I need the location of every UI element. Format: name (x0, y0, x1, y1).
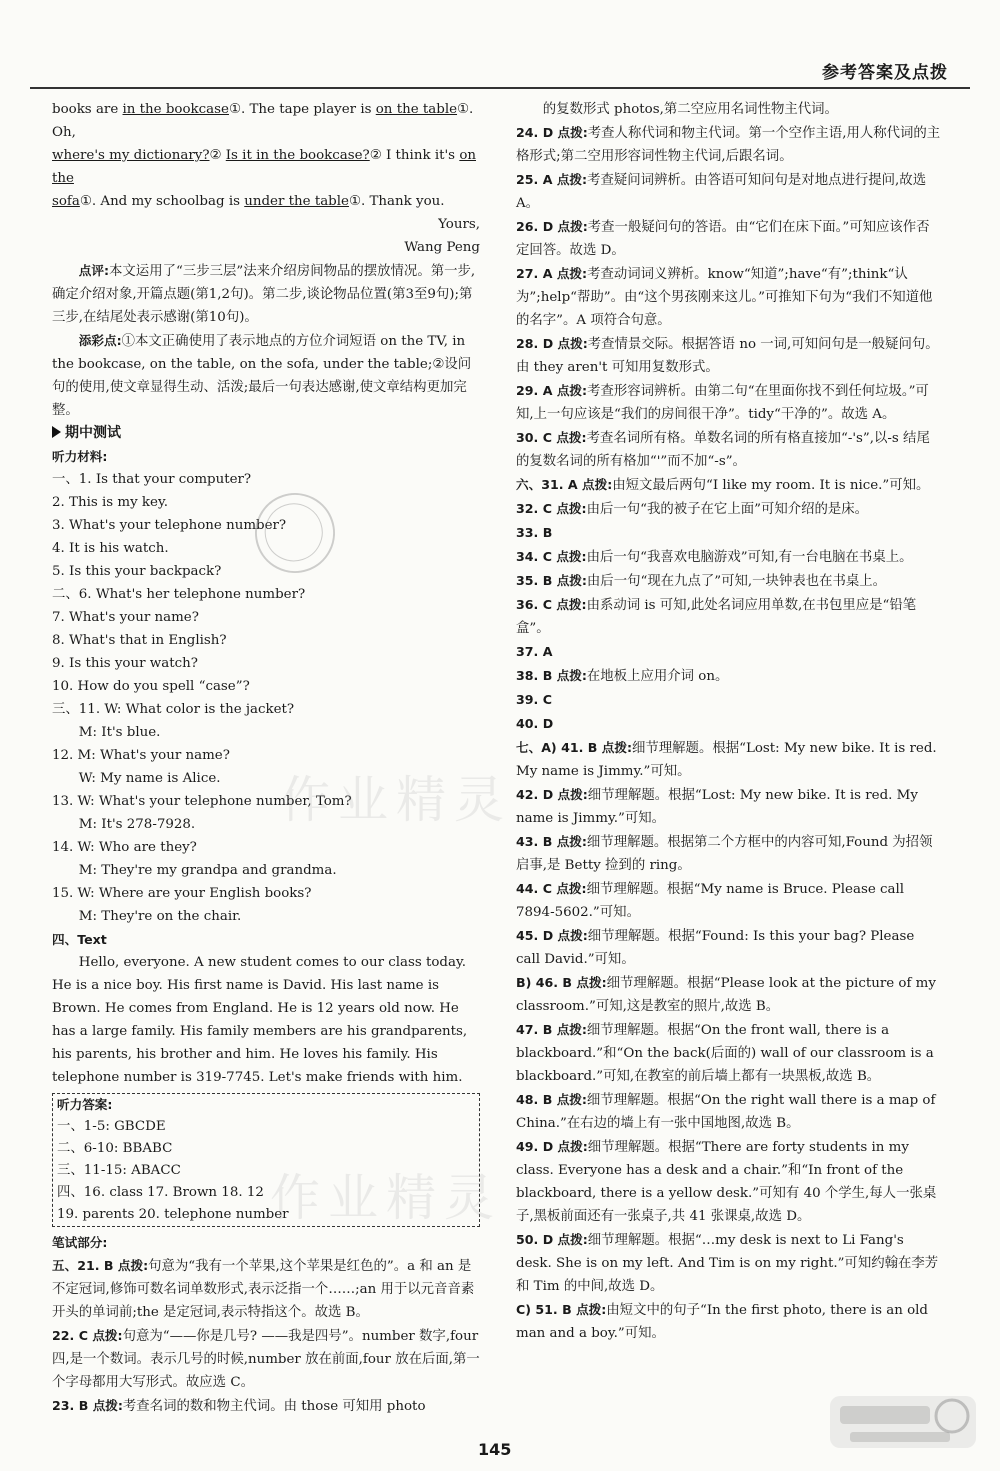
item-explanation: 考查疑问词辨析。由答语可知问句是对地点进行提问,故选 A。 (516, 173, 927, 211)
comment-paragraph (52, 259, 480, 329)
item-number: 48. B (516, 1092, 557, 1107)
item-number: C) 51. B (516, 1302, 577, 1317)
tip-label: 点拨: (557, 219, 588, 234)
item-explanation: 由短文中的句子“In the first photo, there is an old man and a boy.”可知。 (516, 1303, 928, 1341)
item-number: 47. B (516, 1022, 557, 1037)
listening-list (52, 468, 480, 698)
tip-label: 点拨: (556, 834, 587, 849)
essay-line (52, 144, 480, 190)
answer-item (516, 1135, 942, 1228)
tip-label: 点拨: (556, 1092, 587, 1107)
highlight-text: ①本文正确使用了表示地点的方位介词短语 on the TV, in the bookcase, on the table, on the sofa, under the table;②设问句的使用,使文章显得生动、活泼;最后一句表达感谢,使文章结构更加完整。 (52, 334, 472, 418)
dialogue-question: 12. M: What's your name? (52, 748, 230, 763)
text-label: 四、Text (52, 932, 107, 947)
tip-label: 点拨: (556, 501, 587, 516)
tip-label: 点拨: (556, 383, 588, 398)
continued-text: 的复数形式 photos,第二空应用名词性物主代词。 (542, 102, 838, 117)
item-explanation: 由后一句“我喜欢电脑游戏”可知,有一台电脑在书桌上。 (586, 550, 913, 565)
tip-label: 点拨: (557, 125, 588, 140)
listening-item: 5. Is this your backpack? (52, 564, 222, 579)
page-header (0, 0, 1000, 95)
tip-label: 点拨: (576, 975, 607, 990)
item-number: 35. B (516, 573, 557, 588)
tip-label: 点拨: (556, 172, 588, 187)
tip-label: 点拨: (582, 477, 613, 492)
watermark-middle: 作业精灵 (280, 771, 512, 829)
answer-item (52, 1394, 480, 1418)
answer-line: 二、6-10: BBABC (57, 1141, 173, 1156)
item-explanation: 考查形容词辨析。由第二句“在里面你找不到任何垃圾。”可知,上一句应该是“我们的房间很干净”。tidy“干净的”。故选 A。 (516, 384, 929, 422)
item-explanation: 由后一句“现在九点了”可知,一块钟表也在书桌上。 (586, 574, 887, 589)
listening-item: 4. It is his watch. (52, 541, 169, 556)
listening-item: 9. Is this your watch? (52, 656, 198, 671)
answer-item (516, 924, 942, 971)
underlined-phrase: Is it in the bookcase? (225, 148, 370, 163)
tip-label: 点拨: (601, 740, 632, 755)
item-number: 29. A (516, 383, 557, 398)
answer-item (516, 426, 942, 473)
answer-item (516, 569, 942, 593)
answer-item (516, 379, 942, 426)
item-number: 49. D (516, 1139, 558, 1154)
item-explanation: 细节理解题。根据“On the front wall, there is a blackboard.”和“On the back(后面的) wall of our classroom is a blackboard.”可知,在教室的前后墙上都有一块黑板,故选 B。 (516, 1023, 934, 1084)
tip-label: 点拨: (556, 881, 587, 896)
item-number: 32. C (516, 501, 557, 516)
item-number: 39. C (516, 692, 552, 707)
item-explanation: 句意为“——你是几号? ——我是四号”。number 数字,four 四,是一个数词。表示几号的时候,number 放在前面,four 放在后面,第一个字母都用大写形式。故应选 C。 (52, 1329, 480, 1390)
essay-line (52, 190, 480, 213)
tip-label: 点拨: (556, 430, 587, 445)
corner-logo (828, 1392, 978, 1452)
item-number: 28. D (516, 336, 558, 351)
item-explanation: 细节理解题。根据“There are forty students in my class. Everyone has a desk and a chair.”和“In front of the blackboard, there is a yellow desk.”可知有 40 个学生,每人一张桌子,黑板前面还有一张桌子,共 41 张课桌,故选 D。 (516, 1140, 937, 1224)
tip-label: 点拨: (557, 336, 588, 351)
essay-ending (52, 98, 480, 213)
comment-text: 本文运用了“三步三层”法来介绍房间物品的摆放情况。第一步,确定介绍对象,开篇点题(第1,2句)。第二步,谈论物品位置(第3至9句);第三步,在结尾处表示感谢(第10句)。 (52, 264, 476, 325)
essay-line (52, 98, 480, 144)
answer-item (516, 783, 942, 830)
tip-label: 点拨: (556, 266, 588, 281)
written-label: 笔试部分: (52, 1235, 108, 1250)
section-title-text: 期中测试 (65, 425, 121, 441)
item-explanation: 考查情景交际。根据答语 no 一词,可知问句是一般疑问句。由 they aren't 可知用复数形式。 (516, 337, 939, 375)
highlight-label: 添彩点: (78, 333, 122, 348)
listening-item: 一、1. Is that your computer? (52, 472, 252, 487)
answer-item (52, 1254, 480, 1324)
item-explanation: 细节理解题。根据“Found: Is this your bag? Please call David.”可知。 (516, 929, 915, 967)
listening-item: 3. What's your telephone number? (52, 518, 287, 533)
essay-text: ①. And my schoolbag is (79, 194, 245, 209)
answer-item (516, 877, 942, 924)
item-number: 五、21. B (52, 1258, 118, 1273)
item-number: 27. A (516, 266, 557, 281)
item-number: 六、31. A (516, 477, 583, 492)
answer-item (516, 593, 942, 640)
tip-label: 点拨: (557, 928, 588, 943)
answer-item (516, 521, 942, 545)
item-number: B) 46. B (516, 975, 577, 990)
answer-item (516, 664, 942, 688)
answer-item (516, 1018, 942, 1088)
essay-text: books are (52, 102, 123, 117)
answer-line: 三、11-15: ABACC (57, 1163, 181, 1178)
item-number: 34. C (516, 549, 557, 564)
item-number: 24. D (516, 125, 558, 140)
answer-item (516, 736, 942, 783)
item-number: 36. C (516, 597, 557, 612)
answer-item (516, 712, 942, 736)
right-column (516, 98, 942, 1345)
essay-text: ② (209, 148, 226, 163)
section-title (52, 422, 480, 445)
tip-label: 点拨: (556, 597, 587, 612)
answer-item (516, 262, 942, 332)
answer-item (516, 830, 942, 877)
answer-item (52, 1324, 480, 1394)
listening-item: 7. What's your name? (52, 610, 199, 625)
item-number: 45. D (516, 928, 558, 943)
answer-item (516, 121, 942, 168)
underlined-phrase: under the table (244, 194, 349, 209)
dialogue-question: 13. W: What's your telephone number, Tom? (52, 794, 352, 809)
comment-label: 点评: (78, 263, 110, 278)
item-number: 38. B (516, 668, 557, 683)
answer-item (516, 1088, 942, 1135)
listening-item: 8. What's that in English? (52, 633, 227, 648)
item-number: 25. A (516, 172, 557, 187)
answer-item (516, 473, 942, 497)
item-explanation: 考查一般疑问句的答语。由“它们在床下面。”可知应该作否定回答。故选 D。 (516, 220, 930, 258)
tip-label: 点拨: (556, 1022, 587, 1037)
item-explanation: 细节理解题。根据“Lost: My new bike. It is red. My name is Jimmy.”可知。 (516, 788, 918, 826)
underlined-phrase: sofa (52, 194, 80, 209)
item-number: 43. B (516, 834, 557, 849)
item-number: 44. C (516, 881, 557, 896)
tip-label: 点拨: (556, 668, 587, 683)
item-number: 30. C (516, 430, 557, 445)
dialogue-answer: M: It's 278-7928. (78, 817, 196, 832)
item-explanation: 细节理解题。根据“…my desk is next to Li Fang's desk. She is on my left. And Tim is on my right.”可知约翰在李芳和 Tim 的中间,故选 D。 (516, 1233, 939, 1294)
item-explanation: 由后一句“我的被子在它上面”可知介绍的是床。 (586, 502, 869, 517)
item-explanation: 细节理解题。根据“On the right wall there is a map of China.”在右边的墙上有一张中国地图,故选 B。 (516, 1093, 936, 1131)
letter-signature: Wang Peng (404, 240, 480, 255)
dialogue-answer: W: My name is Alice. (78, 771, 221, 786)
tip-label: 点拨: (92, 1398, 123, 1413)
answer-line: 四、16. class 17. Brown 18. 12 (57, 1185, 264, 1200)
triangle-bullet-icon (52, 426, 61, 438)
item-explanation: 由短文最后两句“I like my room. It is nice.”可知。 (612, 478, 930, 493)
listening-text: Hello, everyone. A new student comes to our class today. He is a nice boy. His first name is David. His last name is Brown. He comes from England. He is 12 years old now. He has a large family. His family members are his grandparents, his parents, his brother and him. He loves his family. His telephone number is 319-7745. Let's make friends with him. (52, 955, 468, 1085)
tip-label: 点拨: (557, 787, 588, 802)
answer-item (516, 688, 942, 712)
letter-closing: Yours, (438, 217, 480, 232)
dialogue-question: 三、11. W: What color is the jacket? (52, 702, 295, 717)
answer-item (516, 332, 942, 379)
item-number: 26. D (516, 219, 558, 234)
answer-line: 19. parents 20. telephone number (57, 1207, 289, 1222)
dialogue-answer: M: They're on the chair. (78, 909, 242, 924)
answer-item (516, 971, 942, 1018)
answers-label: 听力答案: (57, 1097, 113, 1112)
page-number: 145 (478, 1440, 512, 1459)
answer-item (516, 1298, 942, 1345)
dialogue-answer: M: It's blue. (78, 725, 161, 740)
item-explanation: 考查人称代词和物主代词。第一个空作主语,用人称代词的主格形式;第二空用形容词性物主代词,后跟名词。 (516, 126, 941, 164)
dialogue-answer: M: They're my grandpa and grandma. (78, 863, 337, 878)
item-number: 七、A) 41. B (516, 740, 602, 755)
underlined-phrase: on the table (375, 102, 458, 117)
item-explanation: 考查动词词义辨析。know“知道”;have“有”;think“认为”;help“帮助”。由“这个男孩刚来这儿。”可推知下句为“我们不知道他的名字”。A 项符合句意。 (516, 267, 933, 328)
answer-item (516, 545, 942, 569)
item-number: 33. B (516, 525, 553, 540)
tip-label: 点拨: (117, 1258, 149, 1273)
tip-label: 点拨: (557, 1139, 588, 1154)
item-explanation: 细节理解题。根据“My name is Bruce. Please call 7894-5602.”可知。 (516, 882, 905, 920)
header-rule (30, 87, 970, 89)
answer-item (516, 168, 942, 215)
listening-item: 二、6. What's her telephone number? (52, 587, 306, 602)
item-explanation: 句意为“我有一个苹果,这个苹果是红色的”。a 和 an 是不定冠词,修饰可数名词单数形式,表示泛指一个……;an 用于以元音音素开头的单词前;the 是定冠词,表示特指这个。故选 B。 (52, 1259, 475, 1320)
item-explanation: 考查名词的数和物主代词。由 those 可知用 photo (122, 1399, 426, 1414)
listening-label: 听力材料: (52, 449, 108, 464)
item-number: 22. C (52, 1328, 93, 1343)
underlined-phrase: where's my dictionary? (52, 148, 210, 163)
item-number: 40. D (516, 716, 554, 731)
tip-label: 点拨: (556, 549, 587, 564)
header-title: 参考答案及点拨 (822, 63, 948, 83)
answer-item-list (516, 121, 942, 1345)
answer-line: 一、1-5: GBCDE (57, 1119, 166, 1134)
underlined-phrase: on the (52, 148, 476, 186)
listening-item: 10. How do you spell “case”? (52, 679, 250, 694)
underlined-phrase: in the bookcase (122, 102, 229, 117)
item-explanation: 在地板上应用介词 on。 (586, 669, 729, 684)
written-list (52, 1254, 480, 1418)
essay-text: ② I think it's (369, 148, 460, 163)
answer-item (516, 1228, 942, 1298)
essay-text: ①. Oh, (52, 102, 474, 140)
item-explanation: 考查名词所有格。单数名词的所有格直接加“-'s”,以-s 结尾的复数名词的所有格加“'”而不加“-s”。 (516, 431, 930, 469)
item-explanation: 细节理解题。根据“Please look at the picture of my classroom.”可知,这是教室的照片,故选 B。 (516, 976, 936, 1014)
item-explanation: 由系动词 is 可知,此处名词应用单数,在书包里应是“铅笔盒”。 (516, 598, 917, 636)
item-explanation: 细节理解题。根据第二个方框中的内容可知,Found 为招领启事,是 Betty 捡到的 ring。 (516, 835, 933, 873)
item-explanation: 细节理解题。根据“Lost: My new bike. It is red. My name is Jimmy.”可知。 (516, 741, 937, 779)
tip-label: 点拨: (92, 1328, 123, 1343)
tip-label: 点拨: (556, 573, 587, 588)
tip-label: 点拨: (576, 1302, 607, 1317)
item-number: 50. D (516, 1232, 558, 1247)
item-number: 37. A (516, 644, 553, 659)
watermark-lower: 作业精灵 (270, 1169, 502, 1227)
highlight-paragraph (52, 329, 480, 422)
dialogue-question: 15. W: Where are your English books? (52, 886, 312, 901)
item-number: 23. B (52, 1398, 93, 1413)
answer-item (516, 640, 942, 664)
essay-text: ①. Thank you. (348, 194, 445, 209)
item-number: 42. D (516, 787, 558, 802)
answer-item (516, 215, 942, 262)
tip-label: 点拨: (557, 1232, 588, 1247)
answer-item (516, 497, 942, 521)
listening-item: 2. This is my key. (52, 495, 169, 510)
essay-text: ①. The tape player is (228, 102, 376, 117)
dialogue-question: 14. W: Who are they? (52, 840, 197, 855)
